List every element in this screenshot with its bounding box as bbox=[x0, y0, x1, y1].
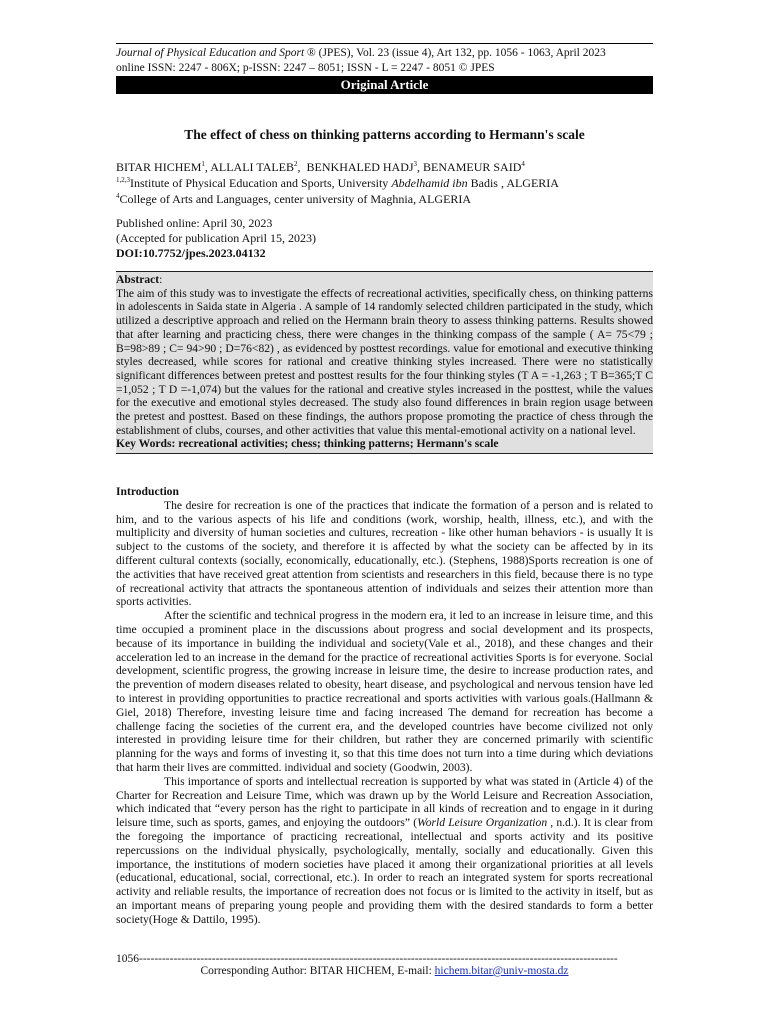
journal-details: ® (JPES), Vol. 23 (issue 4), Art 132, pp. 1056 - 1063, April 2023 bbox=[304, 47, 606, 59]
journal-name: Journal of Physical Education and Sport bbox=[116, 47, 305, 59]
introduction-section bbox=[116, 485, 653, 927]
doi: DOI:10.7752/jpes.2023.04132 bbox=[116, 246, 266, 260]
affiliation-2: $^4$College of Arts and Languages, center university of Maghnia, ALGERIA bbox=[116, 192, 472, 206]
abstract-box: Abstract: The aim of this study was to investigate the effects of recreational activities, specifically chess, on thinking patterns in adolescents in Saida state in Algeria . A sample of 14 randomly selected children participated in the study, which utilized a descriptive approach and relied on the Hermann brain theory to assess thinking patterns. Results showed that after learning and practicing chess, there were changes in the thinking compass of the sample ( A= 75<79 ; B=98>89 ; C= 94>90 ; D=76<82) , as evidenced by posttest recordings. value for emotional and executive thinking styles decreased, while scores for rational and creative thinking styles increased. There were no statistically significant differences between pretest and posttest results for the four thinking styles (T A = -1,263 ; T B=365;T C =1,052 ; T D =-1,074) but the values for the rational and creative styles increased in the posttest, while the values for the executive and emotional styles decreased. The study also found differences in brain region usage between the pretest and posttest. Based on these findings, the authors propose promoting the practice of chess through the establishment of clubs, courses, and other activities that value this mental-emotional activity on a national level. Key Words: recreational activities; chess; thinking patterns; Hermann's scale bbox=[116, 271, 653, 454]
author-name: BENAMEUR SAID bbox=[423, 160, 522, 174]
paper-title: The effect of chess on thinking patterns according to Hermann's scale bbox=[184, 127, 585, 142]
author-list: BITAR HICHEM$^1$, ALLALI TALEB$^2$, BENKHALED HADJ$^3$, BENAMEUR SAID$^4$ bbox=[116, 160, 525, 174]
introduction-heading: Introduction bbox=[116, 485, 179, 498]
publication-info bbox=[116, 216, 316, 261]
header-rule bbox=[116, 43, 653, 44]
accepted-date: (Accepted for publication April 15, 2023) bbox=[116, 231, 316, 245]
corresponding-author: Corresponding Author: BITAR HICHEM, E-mail: hichem.bitar@univ-mosta.dz bbox=[200, 965, 569, 977]
paragraph: This importance of sports and intellectual recreation is supported by what was stated in (Article 4) of the Charter for Recreation and Leisure Time, which was drawn up by the World Leisure and Recreation Association, which indicated that “every person has the right to participate in all kinds of recreation and to engage in it during leisure time, such as sports, games, and enjoying the outdoors” (World Leisure Organization , n.d.). It is clear from the foregoing the importance of practicing recreational, intellectual and sports activity and its positive repercussions on the individual physically, psychologically, mentally, socially and educationally. Given this importance, the institutions of modern societies have placed it among their organizational priorities at all levels (educational, educational, social, correctional, etc.). In order to reach an integrated system for sports recreational activity and reliable results, the importance of recreation does not focus or is limited to the activity in itself, but as an important means of preparing young people and providing them with the desired standards to form a better society(Hoge & Dattilo, 1995). bbox=[116, 774, 654, 926]
journal-header bbox=[116, 46, 676, 75]
article-type-banner: Original Article bbox=[116, 76, 653, 94]
paragraph: After the scientific and technical progress in the modern era, it led to an increase in leisure time, and this time occupied a prominent place in the discussions about progress and social development and its prospects, because of its importance in building the individual and society(Vale et al., 2018), and these changes and their acceleration led to an increase in the demand for the practice of recreational activities Sports is for everyone. Social development, scientific progress, the growing increase in leisure time, the desire to increase production rates, and the prevention of modern diseases related to obesity, heart disease, and psychological and nervous tension have led to interest in providing opportunities to practice recreational and sports activities with various goals.(Hallmann & Giel, 2018) Therefore, investing leisure time and facing increased The demand for recreation has become a challenge facing the societies of the current era, and the developed countries have become civilized not only interested in providing leisure time for their children, but rather they are concerned primarily with scientific planning for the ways and forms of investing it, so that this time does not turn into a time during which deviations that harm their lives are committed. individual and society (Goodwin, 2003). bbox=[116, 609, 653, 774]
affiliation-1: $^{1,2,3}$Institute of Physical Education and Sports, University Abdelhamid ibn Badis , ALGERIA bbox=[116, 176, 559, 190]
author-name: BENKHALED HADJ bbox=[306, 160, 414, 174]
published-online: Published online: April 30, 2023 bbox=[116, 216, 273, 230]
paragraph: The desire for recreation is one of the practices that indicate the formation of a person and is related to him, and to the various aspects of his life and conditions (work, worship, health, illness, etc.), and with the multiplicity and diversity of human societies and cultures, recreation - like other human behaviors - is usually It is subject to the customs of the society, and therefore it is affected by what the society can be affected by in its different cultural contexts (socially, economically, educationally, etc.). (Stephens, 1988)Sports recreation is one of the activities that have received great attention from scientists and researchers in this field, because there is no type of recreational activity that attracts the spontaneous attention of individuals and seizes their attention more than sports activities. bbox=[116, 498, 653, 609]
page-number-line: 1056----------------------------------------------------------------------------------------------------------------------------- bbox=[116, 953, 618, 965]
author-name: BITAR HICHEM bbox=[116, 160, 202, 174]
abstract-text: The aim of this study was to investigate the effects of recreational activities, specifically chess, on thinking patterns in adolescents in Saida state in Algeria . A sample of 14 randomly selected children participated in the study, which utilized a descriptive approach and relied on the Hermann brain theory to assess thinking patterns. Results showed that after learning and practicing chess, there were changes in the thinking compass of the sample ( A= 75<79 ; B=98>89 ; C= 94>90 ; D=76<82) , as evidenced by posttest recordings. value for emotional and executive thinking styles decreased, while scores for rational and creative thinking styles increased. There were no statistically significant differences between pretest and posttest results for the four thinking styles (T A = -1,263 ; T B=365;T C =1,052 ; T D =-1,074) but the values for the rational and creative styles increased in the posttest, while the values for the executive and emotional styles decreased. The study also found differences in brain region usage between the pretest and posttest. Based on these findings, the authors propose promoting the practice of chess through the establishment of clubs, courses, and other activities that value this mental-emotional activity on a national level. bbox=[116, 286, 653, 437]
issn-line: online ISSN: 2247 - 806X; p-ISSN: 2247 – 8051; ISSN - L = 2247 - 8051 © JPES bbox=[116, 61, 495, 74]
abstract-heading: Abstract bbox=[116, 273, 160, 286]
keywords: Key Words: recreational activities; chess; thinking patterns; Hermann's scale bbox=[116, 437, 499, 451]
author-name: ALLALI TALEB bbox=[210, 160, 295, 174]
email-link[interactable]: hichem.bitar@univ-mosta.dz bbox=[434, 965, 569, 977]
